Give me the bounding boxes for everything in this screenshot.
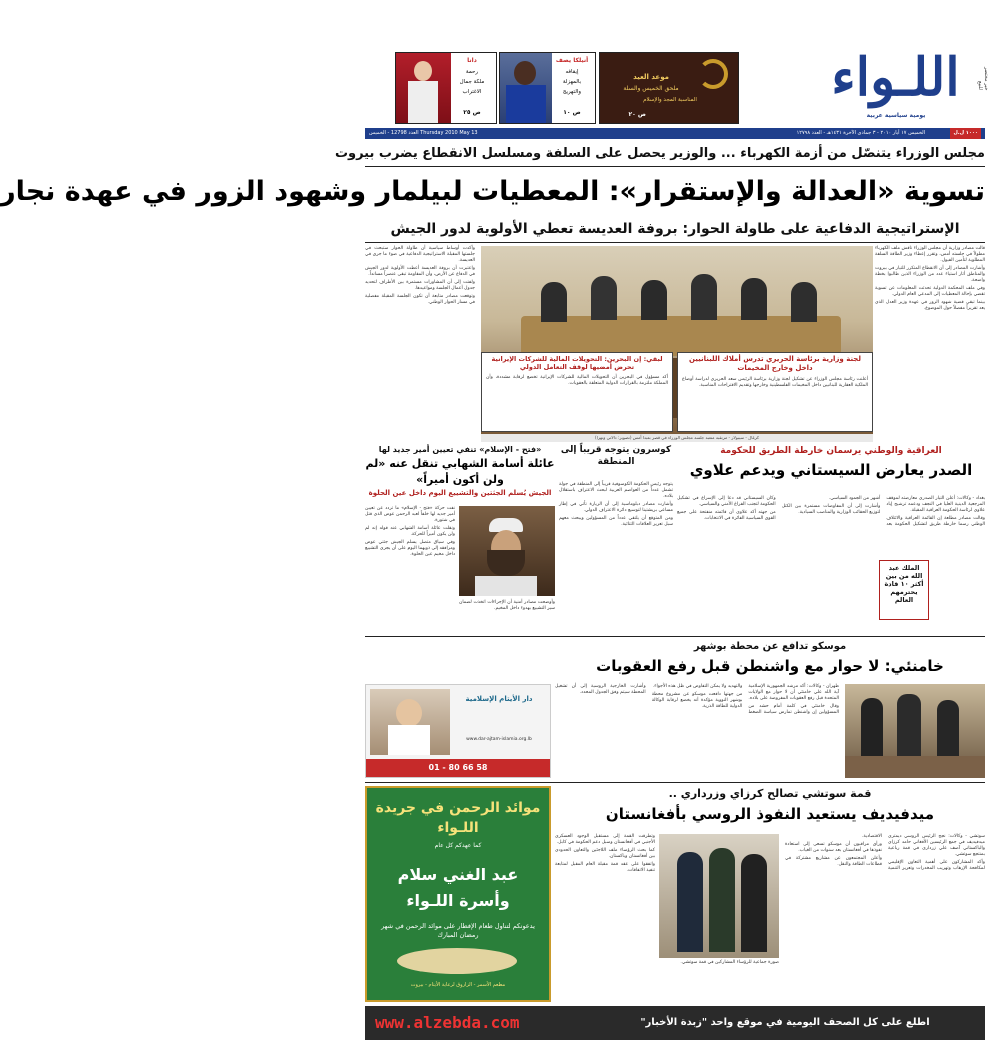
crescent-icon (698, 59, 728, 89)
anelka-photo (500, 53, 552, 123)
khamenei-body: طهران - وكالات: أكد مرشد الجمهورية الإسلامية آية الله علي خامنئي أن لا حوار مع الولايات المتحدة قبل رفع العقوبات المفروضة على بلاده. وقال خامنئي في كلمة أمام حشد من المسؤولين إن واشنطن تمارس سياسة الضغط والتهديد ولا يمكن التفاوض في ظل هذه الأجواء. من جهتها دافعت موسكو عن مشروع محطة بوشهر النووية مؤكدة أنه يخضع لرقابة الوكالة الدولية للطاقة الذرية. وأشارت الخارجية الروسية إلى أن تشغيل المحطة سيتم وفق الجدول المحدد. (555, 684, 839, 715)
fatah-kicker: «فتح - الإسلام» تنفي تعيين أمير جديد لها (378, 445, 542, 454)
price-tag: ١٠٠٠ ل.ل (950, 128, 981, 139)
divider (365, 166, 985, 167)
bahrain-headline: لبقي: إن البحرين: التحويلات المالية للشركات الإيرانية تحرض أمضيها لوقف التعامل الدولي (491, 355, 663, 371)
promo-anelka-sub3: والتهريج (562, 89, 582, 95)
hariri-headline: لجنة وزارية برئاسة الحريري تدرس أملاك اللبنانيين داخل وخارج المخيمات (689, 355, 861, 372)
article-column: قالت مصادر وزارية أن مجلس الوزراء ناقش ملف الكهرباء مطولاً في جلسته أمس، وتقرر إعطاء وزير الطاقة السلفة المطلوبة لتأمين الفيول. وأشارت المصادر إلى أن الانقطاع المتكرر للتيار في بيروت والمناطق أثار استياء عدد من الوزراء الذين طالبوا بخطة واضحة. وفي ملف المحكمة الدولية تحدثت المعلومات عن تسوية تقضي بإحالة المعطيات إلى المدعي العام الدولي. بينما تبقى قضية شهود الزور في عهدة وزير العدل الذي يعد تقريراً مفصلاً حول الموضوع. (875, 246, 985, 311)
divider (365, 242, 985, 243)
khamenei-story[interactable] (555, 640, 985, 680)
promo-anelka-sub2: بالمهزلة (562, 79, 582, 85)
masthead (359, 0, 991, 130)
iraq-story[interactable] (677, 444, 985, 494)
sub-headline[interactable]: الإستراتيجية الدفاعية على طاولة الحوار: بروفة العديسة تعطي الأولوية لدور الجيش (390, 221, 960, 237)
promo-dana-sub: رحمة (465, 69, 479, 75)
masthead-subtitle: يومية سياسية عربية (866, 112, 926, 119)
bahrain-story[interactable] (481, 352, 673, 432)
promo-dana-page: ص ٢٥ (463, 109, 481, 116)
footer-url[interactable]: www.alzebda.com (375, 1013, 520, 1032)
date-bar (365, 128, 985, 139)
date-text: الخميس ١٧ أيار ٢٠١٠ - ٣ جمادى الآخرة ١٤٣١هـ - العدد ١٢٧٩٨ (796, 130, 925, 136)
hariri-story[interactable] (677, 352, 873, 432)
kosovo-headline: كوسرون يتوجه قريباً إلى المنطقة (560, 445, 672, 467)
khamenei-headline: خامنئي: لا حوار مع واشنطن قبل رفع العقوبات (596, 657, 944, 675)
karzai-caption: صورة جماعية للرؤساء المشاركين في قمة سوتشي. (680, 960, 779, 965)
orphan-ad-url[interactable]: www.dar-ajtam-islamia.org.lb (466, 737, 532, 742)
karzai-body-2: وتطرقت القمة إلى مستقبل الوجود العسكري الأجنبي في أفغانستان وسبل دعم الحكومة في كابل. كما بحث الرؤساء ملف اللاجئين والتعاون الحدودي بين أفغانستان وباكستان. واتفقوا على عقد قمة مقبلة العام المقبل لمتابعة تنفيذ الاتفاقات. (555, 834, 655, 873)
iraq-kicker: العراقية والوطني يرسمان خارطة الطريق للحكومة (720, 446, 942, 456)
promo-box-anelka[interactable] (499, 52, 596, 124)
ramadan-place: مطعم الأسمر - الزاروق لرعاية الأيتام - بيروت (410, 982, 506, 988)
promo-anelka-page: ص ١٠ (563, 109, 581, 116)
fatah-body: نفت حركة «فتح - الإسلام» ما تردد عن تعيين أمير جديد لها خلفاً لعبد الرحمن عوض الذي قتل في شتورة. ونقلت عائلة أسامة الشهابي عنه قوله إنه لم ولن يكون أميراً للحركة. وفي سياق متصل يسلم الجيش جثتي عوض ومرافقه إلى ذويهما اليوم على أن يجري التشييع داخل مخيم عين الحلوة. (365, 506, 455, 557)
promo-eid-sub: ملحق الخميس والسلة (623, 85, 679, 92)
orphan-child-photo (370, 689, 450, 755)
orphan-ad-title: دار الأيتام الإسلامية (465, 695, 533, 703)
ramadan-note: يدعونكم لتناول طعام الإفطار على موائد الرحمن في شهر رمضان المبارك (381, 922, 535, 939)
fatah-headline: عائلة أسامة الشهابي تنقل عنه «لم ولن أكون أميراً» (365, 457, 555, 486)
summit-photo (659, 834, 779, 958)
promo-box-eid[interactable] (599, 52, 739, 124)
promo-eid-sub2: المناسبة المجد والإسلام (643, 97, 697, 103)
king-abdullah-box[interactable] (879, 560, 929, 620)
photo-caption: كرغال - سيبولار - مرتقبة متعبة جلسة مجلس الوزراء في قصر بعبدا أمس (تصوير: دالاتي ونهرا) (481, 434, 873, 442)
promo-eid-page: ص ٢٠ (628, 111, 646, 118)
khamenei-photo (845, 684, 985, 778)
hariri-body: أعلنت رئاسة مجلس الوزراء عن تشكيل لجنة وزارية برئاسة الرئيس سعد الحريري لدراسة أوضاع الملكية العقارية للبنانيين داخل المخيمات الفلسطينية وخارجها وتقديم الاقتراحات المناسبة. (682, 377, 868, 388)
fatah-body-2: وأوضحت مصادر أمنية أن الإجراءات اتخذت لضمان سير التشييع بهدوء داخل المخيم. (459, 600, 555, 611)
iraq-body: بغداد - وكالات: أعلن التيار الصدري معارضته لموقف المرجعية الدينية العليا في النجف ودعمه ترشيح إياد علاوي لرئاسة الحكومة العراقية المقبلة. وقالت مصادر مطلعة إن القائمة العراقية والائتلاف الوطني رسما خارطة طريق لتشكيل الحكومة بعد أشهر من الجمود السياسي. وأشارت إلى أن المفاوضات مستمرة بين الكتل لتوزيع الحقائب الوزارية والمناصب السيادية. وكان السيستاني قد دعا إلى الإسراع في تشكيل الحكومة لتجنب الفراغ الأمني والسياسي. من جهته أكد علاوي أن قائمته منفتحة على جميع القوى السياسية الفائزة في الانتخابات. (677, 496, 985, 527)
fatah-subhead: الجيش يُسلم الجثتين والتشييع اليوم داخل عين الحلوة (368, 489, 552, 497)
moscow-kicker: موسكو تدافع عن محطة بوشهر (693, 641, 847, 652)
footer-promo[interactable]: اطلع على كل الصحف اليومية في موقع واحد "زبدة الأخبار" (640, 1017, 930, 1028)
article-column: وأكدت أوساط سياسية أن طاولة الحوار ستبحث في جلستها المقبلة الاستراتيجية الدفاعية في ضوء ما جرى في العديسة. واعتبرت أن بروفة العديسة أعطت الأولوية لدور الجيش في الدفاع عن الأرض، وأن المقاومة تبقى عنصراً مسانداً. ولفتت إلى أن المشاورات مستمرة بين الأطراف لتحديد جدول أعمال الجلسة ومواعيدها. وتوقعت مصادر متابعة أن تكون الجلسة المقبلة مفصلية في مسار الحوار الوطني. (365, 246, 475, 305)
promo-dana-title: دانا (467, 57, 477, 64)
promo-dana-sub3: الاغتراب (462, 89, 482, 95)
kosovo-story[interactable] (559, 444, 673, 480)
promo-dana-sub2: ملكة جمال (459, 79, 485, 85)
karzai-headline: ميدفيديف يستعيد النفوذ الروسي بأفغانستان (605, 805, 935, 823)
promo-eid-title: موعد العيد (633, 73, 669, 81)
orphans-ad[interactable] (365, 684, 551, 778)
ramadan-name: عبد الغني سلام وأسرة اللـواء (397, 865, 519, 910)
tagline-side: خبر مختصر للبيع (977, 66, 989, 90)
promo-anelka-title: أنيلكا يصف (555, 57, 589, 64)
karzai-body: سوتشي - وكالات: نجح الرئيس الروسي ديمتري ميدفيديف في جمع الرئيسين الأفغاني حامد كرزاي والباكستاني آصف علي زرداري في قمة رباعية بمنتجع سوتشي. وأكد المشاركون على أهمية التعاون الإقليمي لمكافحة الإرهاب وتهريب المخدرات وتعزيز التنمية الاقتصادية. ورأى مراقبون أن موسكو تسعى إلى استعادة نفوذها في أفغانستان بعد سنوات من الغياب. وأعلن المجتمعون عن مشاريع مشتركة في قطاعات الطاقة والنقل. (785, 834, 985, 871)
top-headline[interactable]: مجلس الوزراء يتنصّل من أزمة الكهرباء ... والوزير يحصل على السلفة ومسلسل الانقطاع يضرب بيروت (334, 146, 985, 161)
karzai-kicker: قمة سوتشي تصالح كرزاي وزرداري .. (668, 787, 872, 800)
date-text-en: العدد 12798 - الخميس Thursday 2010 May 13 (369, 130, 478, 136)
promo-box-dana[interactable] (395, 52, 497, 124)
karzai-story[interactable] (555, 786, 985, 830)
ramadan-ad[interactable] (365, 786, 551, 1002)
kosovo-body: يتوجه رئيس الحكومة الكوسوفية قريباً إلى المنطقة في جولة تشمل عدداً من العواصم العربية لبحث الاعتراف باستقلال بلاده. وأشارت مصادر دبلوماسية إلى أن الزيارة تأتي في إطار مساعي بريشتينا لتوسيع دائرة الاعتراف الدولي. ومن المتوقع أن يلتقي عدداً من المسؤولين ويبحث معهم سبل تعزيز العلاقات الثنائية. (559, 482, 673, 527)
ramadan-sub: كما عهدكم كل عام (434, 842, 482, 849)
main-headline[interactable]: تسوية «العدالة والإستقرار»: المعطيات لبيلمار وشهود الزور في عهدة نجار (0, 176, 985, 207)
footer-bar (365, 1006, 985, 1040)
ramadan-title: موائد الرحمن في جريدة اللـواء (375, 800, 541, 836)
orphan-ad-phone: 01 - 80 66 58 (366, 759, 550, 777)
shehabi-photo (459, 506, 555, 596)
divider (365, 636, 985, 637)
king-box-text: الملك عبد الله من بين أكثر ١٠ قادة يحترمهم العالم (884, 564, 924, 604)
dana-photo (396, 53, 451, 123)
bahrain-body: أكد مسؤول في البحرين أن التحويلات المالية للشركات الإيرانية تخضع لرقابة مشددة، وأن المملكة ملتزمة بالقرارات الدولية المتعلقة بالعقوبات. (486, 375, 668, 386)
iraq-headline: الصدر يعارض السيستاني ويدعم علاوي (689, 461, 973, 479)
promo-anelka-sub: إيقافه (565, 69, 579, 75)
logo: اللـواء (831, 47, 960, 108)
divider (365, 782, 985, 783)
fatah-story[interactable] (365, 444, 555, 504)
food-illustration (397, 948, 517, 974)
